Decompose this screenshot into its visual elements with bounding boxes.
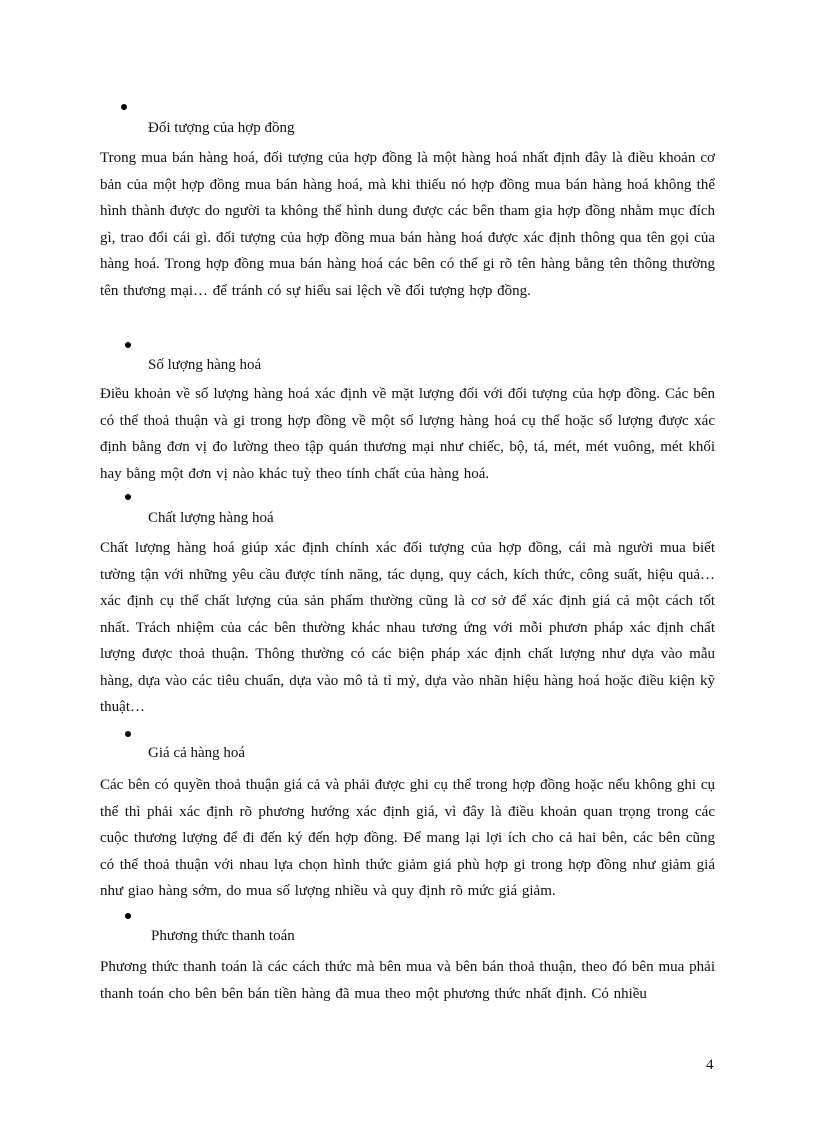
section-body: Phương thức thanh toán là các cách thức mà bên mua và bên bán thoả thuận, theo đó bên mua phải thanh toán cho bên bên bán tiền hàng đã mua theo một phương thức nhất định. Có nhiều — [100, 959, 715, 1002]
page-number: 4 — [706, 1057, 714, 1073]
section-heading: Số lượng hàng hoá — [148, 357, 262, 373]
section-heading: Phương thức thanh toán — [151, 928, 295, 944]
bullet-icon — [125, 731, 131, 737]
section-heading: Giá cả hàng hoá — [148, 745, 246, 761]
section-body: Chất lượng hàng hoá giúp xác định chính xác đối tượng của hợp đồng, cái mà người mua biết tường tận với những yêu cầu được tính năng, tác dụng, quy cách, kích thức, công suất, hiệu quả… xác định cụ thể chất lượng của sản phẩm thường cũng là cơ sở để xác định giá cả một cách tốt nhất. Trách nhiệm của các bên thường khác nhau tương ứng với mỗi phươn pháp xác định chất lượng được thoả thuận. Thông thường có các biện pháp xác định chất lượng như dựa vào mẫu hàng, dựa vào các tiêu chuẩn, dựa vào mô tả tỉ mỷ, dựa vào nhãn hiệu hàng hoá hoặc điều kiện kỹ thuật… — [100, 540, 715, 715]
section-body: Điều khoản về số lượng hàng hoá xác định về mặt lượng đối với đối tượng của hợp đồng. Các bên có thể thoả thuận và gi trong hợp đồng về một số lượng hàng hoá cụ thể hoặc số lượng được xác định bằng đơn vị đo lường theo tập quán thương mại như chiếc, bộ, tá, mét, mét vuông, mét khối hay bằng một đơn vị nào khác tuỳ theo tính chất của hàng hoá. — [100, 386, 715, 482]
section-heading: Chất lượng hàng hoá — [148, 510, 274, 526]
section-heading: Đối tượng của hợp đồng — [148, 120, 295, 136]
section-body: Trong mua bán hàng hoá, đối tượng của hợp đồng là một hàng hoá nhất định đây là điều khoản cơ bản của một hợp đồng mua bán hàng hoá, mà khi thiếu nó hợp đồng mua bán hàng hoá không thể hình thành được do người ta không thể hình dung được các bên tham gia hợp đồng nhằm mục đích gì, trao đổi cái gì. đối tượng của hợp đồng mua bán hàng hoá được xác định thông qua tên gọi của hàng hoá. Trong hợp đồng mua bán hàng hoá các bên có thể gi rõ tên hàng bằng tên thông thường tên thương mại… để tránh có sự hiểu sai lệch về đối tượng hợp đồng. — [100, 150, 715, 299]
bullet-icon — [125, 342, 131, 348]
bullet-icon — [121, 104, 127, 110]
bullet-icon — [125, 494, 131, 500]
bullet-icon — [125, 913, 131, 919]
section-body: Các bên có quyền thoả thuận giá cả và phải được ghi cụ thể trong hợp đồng hoặc nếu không ghi cụ thể thì phải xác định rõ phương hướng xác định giá, vì đây là điều khoản quan trọng trong các cuộc thương lượng để đi đến ký đến hợp đồng. Để mang lại lợi ích cho cả hai bên, các bên cũng có thể thoả thuận với nhau lựa chọn hình thức giảm giá phù hợp gi trong hợp đồng như giảm giá như giao hàng sớm, do mua số lượng nhiều và quy định rõ mức giá giảm. — [100, 777, 715, 899]
